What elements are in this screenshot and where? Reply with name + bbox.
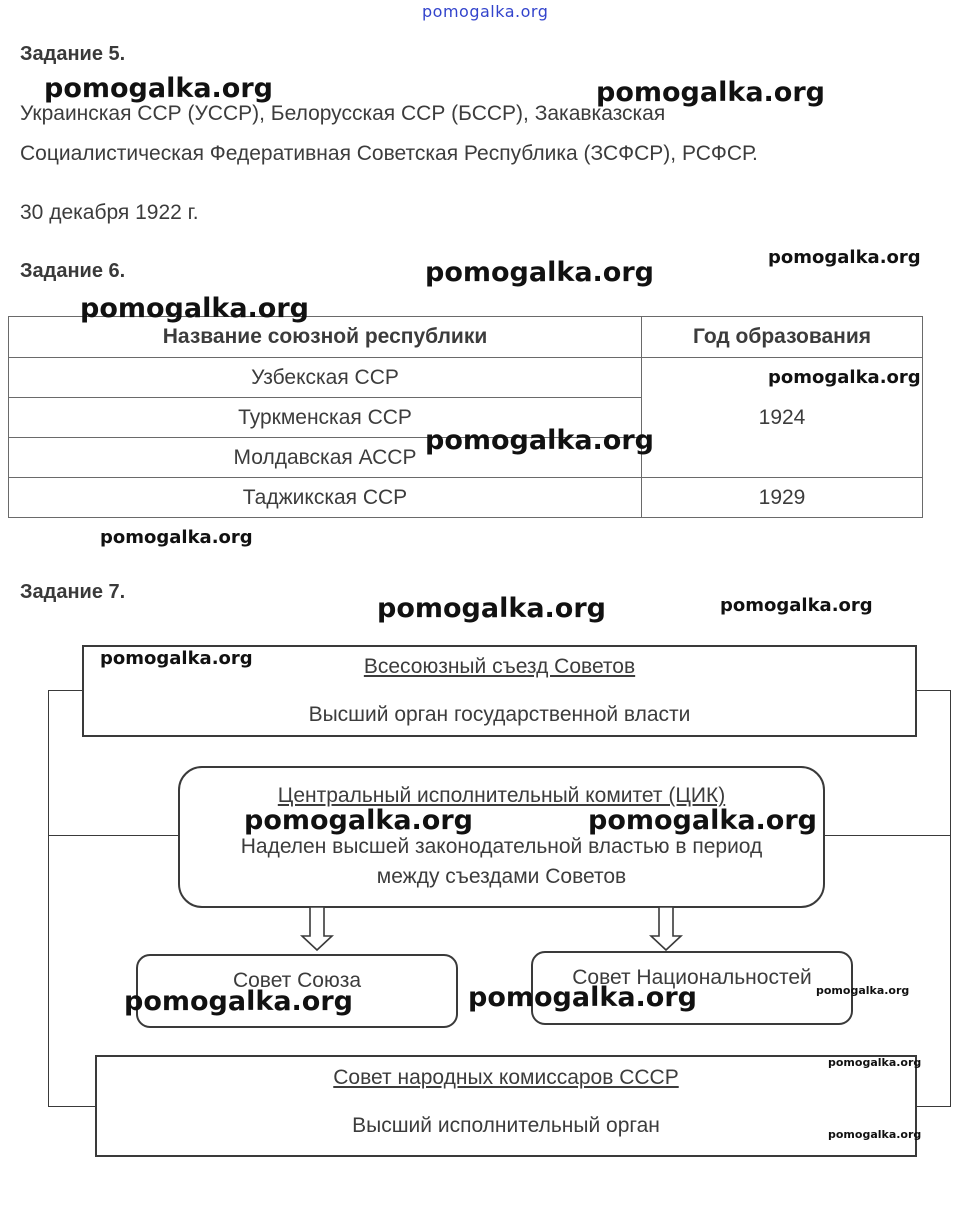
watermark: pomogalka.org [588, 805, 817, 836]
sovnarkom-title: Совет народных комиссаров СССР [333, 1066, 679, 1089]
task6-heading: Задание 6. [20, 260, 126, 282]
task7-heading: Задание 7. [20, 581, 126, 603]
watermark: pomogalka.org [124, 986, 353, 1017]
connector-line [916, 1106, 950, 1107]
union-council-title: Совет Союза [232, 969, 362, 992]
congress-desc: Высший орган государственной власти [308, 703, 691, 726]
republic-cell: Таджикская ССР [9, 478, 642, 518]
connector-line [48, 690, 49, 1107]
republic-cell: Молдавская АССР [9, 438, 642, 478]
congress-title: Всесоюзный съезд Советов [363, 655, 636, 678]
task5-line2: Социалистическая Федеративная Советская Республика (ЗСФСР), РСФСР. [20, 142, 758, 165]
arrow-down-icon [649, 906, 683, 952]
connector-line [950, 690, 951, 1107]
watermark: pomogalka.org [44, 73, 273, 104]
cik-title: Центральный исполнительный комитет (ЦИК) [277, 784, 726, 807]
table-row [9, 478, 923, 518]
sovnarkom-box [95, 1055, 917, 1157]
watermark-top: pomogalka.org [422, 2, 549, 21]
sovnarkom-desc: Высший исполнительный орган [352, 1114, 660, 1137]
watermark: pomogalka.org [768, 367, 921, 388]
watermark: pomogalka.org [828, 1056, 922, 1069]
col-header-year: Год образования [642, 317, 923, 358]
col-header-republic: Название союзной республики [9, 317, 642, 358]
watermark: pomogalka.org [100, 648, 253, 669]
arrow-down-icon [300, 906, 334, 952]
connector-line [824, 835, 950, 836]
cik-box [178, 766, 825, 908]
connector-line [48, 1106, 95, 1107]
watermark: pomogalka.org [425, 425, 654, 456]
cik-desc-line1: Наделен высшей законодательной властью в период [240, 835, 763, 858]
watermark: pomogalka.org [100, 527, 253, 548]
watermark: pomogalka.org [377, 593, 606, 624]
watermark: pomogalka.org [720, 595, 873, 616]
year-cell: 1924 [642, 358, 923, 478]
watermark: pomogalka.org [425, 257, 654, 288]
watermark: pomogalka.org [816, 984, 910, 997]
year-cell: 1929 [642, 478, 923, 518]
cik-desc-line2: между съездами Советов [376, 865, 627, 888]
task5-line1: Украинская ССР (УССР), Белорусская ССР (БССР), Закавказская [20, 102, 666, 125]
republic-cell: Узбекская ССР [9, 358, 642, 398]
watermark: pomogalka.org [80, 293, 309, 324]
connector-line [48, 690, 82, 691]
connector-line [916, 690, 950, 691]
watermark: pomogalka.org [468, 982, 697, 1013]
watermark: pomogalka.org [828, 1128, 922, 1141]
connector-line [48, 835, 178, 836]
republics-table [8, 316, 923, 518]
republic-cell: Туркменская ССР [9, 398, 642, 438]
task5-heading: Задание 5. [20, 43, 126, 65]
watermark: pomogalka.org [768, 247, 921, 268]
task5-date: 30 декабря 1922 г. [20, 201, 199, 224]
nationalities-council-title: Совет Национальностей [572, 966, 812, 989]
watermark: pomogalka.org [244, 805, 473, 836]
watermark: pomogalka.org [596, 77, 825, 108]
